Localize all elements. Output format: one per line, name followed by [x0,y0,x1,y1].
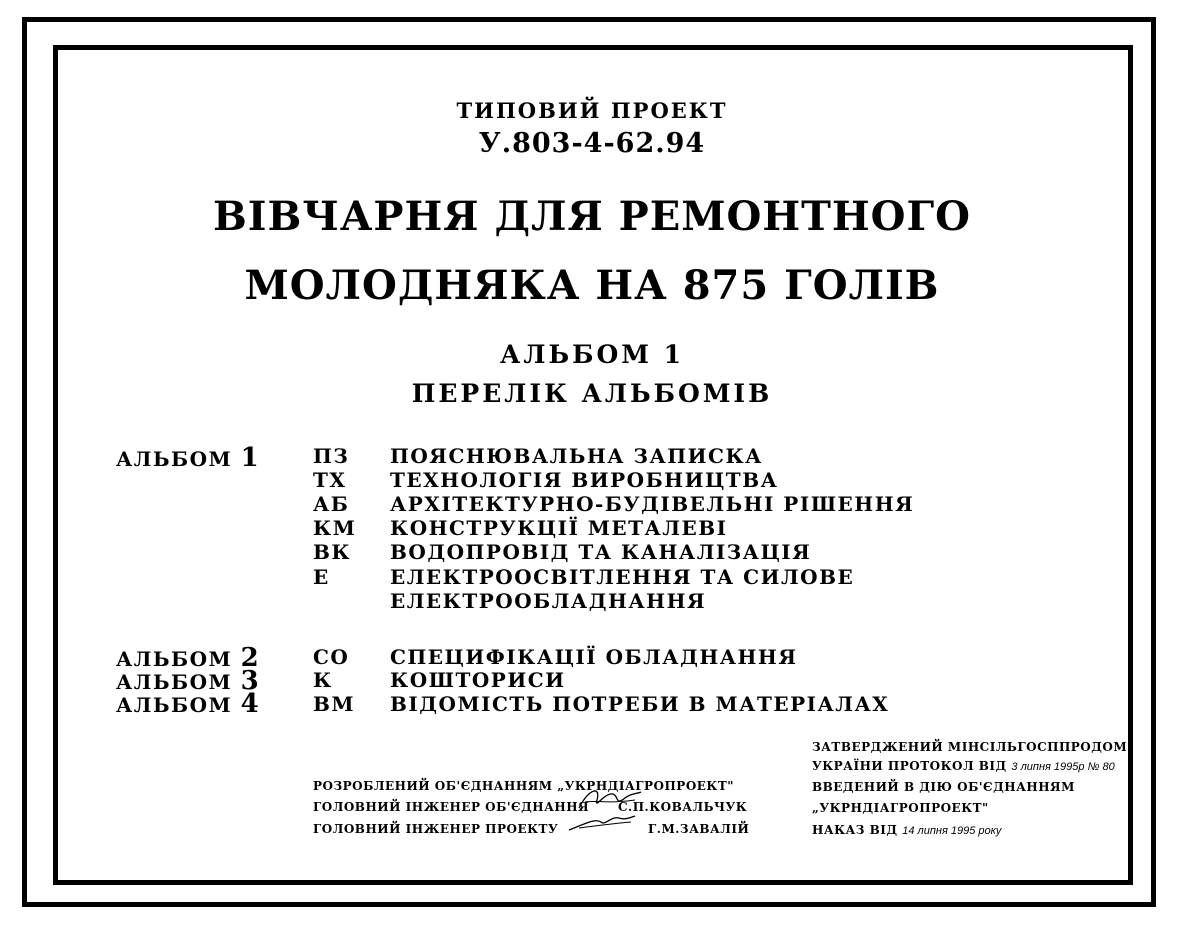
album-label: АЛЬБОМ 1 [116,443,261,473]
chief-engineer-org-name: С.П.КОВАЛЬЧУК [618,800,748,814]
album-list-heading: ПЕРЕЛІК АЛЬБОМІВ [411,379,773,408]
approval-line: „УКРНДІАГРОПРОЕКТ" [812,801,989,815]
section-name: КОНСТРУКЦІЇ МЕТАЛЕВІ [390,516,728,540]
developer-line: РОЗРОБЛЕНИЙ ОБ'ЄДНАННЯМ „УКРНДІАГРОПРОЕКТ" [313,779,735,793]
album-label: АЛЬБОМ 2 [116,643,261,673]
chief-engineer-project-name: Г.М.ЗАВАЛІЙ [648,822,750,836]
chief-engineer-project: ГОЛОВНИЙ ІНЖЕНЕР ПРОЕКТУ [313,822,559,836]
section-code: СО [313,645,350,669]
title-line-1: ВІВЧАРНЯ ДЛЯ РЕМОНТНОГО [213,193,971,240]
signature-zavaliy-icon [565,812,637,834]
section-name: СПЕЦИФІКАЦІЇ ОБЛАДНАННЯ [390,645,798,669]
album-heading: АЛЬБОМ 1 [499,340,684,369]
album-label: АЛЬБОМ 3 [116,666,261,696]
section-name: АРХІТЕКТУРНО-БУДІВЕЛЬНІ РІШЕННЯ [390,492,915,516]
section-name: ВІДОМІСТЬ ПОТРЕБИ В МАТЕРІАЛАХ [390,692,890,716]
title-line-2: МОЛОДНЯКА НА 875 ГОЛІВ [244,262,940,309]
section-name-continued: ЕЛЕКТРООБЛАДНАННЯ [390,589,707,613]
section-code: ТХ [313,468,347,492]
album-label: АЛЬБОМ 4 [116,689,261,719]
signature-kovalchuk-icon [575,782,645,816]
handwritten-order-date: 14 липня 1995 року [902,825,1002,837]
section-code: ВК [313,540,352,564]
section-code: ВМ [313,692,356,716]
approval-line: НАКАЗ ВІД 14 липня 1995 року [812,823,1002,837]
handwritten-protocol-date: 3 липня 1995р № 80 [1011,761,1115,773]
section-code: Е [313,565,330,589]
section-name: ПОЯСНЮВАЛЬНА ЗАПИСКА [390,444,763,468]
chief-engineer-org: ГОЛОВНИЙ ІНЖЕНЕР ОБ'ЄДНАННЯ [313,800,590,814]
approval-line: ЗАТВЕРДЖЕНИЙ МІНСІЛЬГОСППРОДОМ [812,740,1128,754]
section-code: КМ [313,516,357,540]
approval-line: ВВЕДЕНИЙ В ДІЮ ОБ'ЄДНАННЯМ [812,780,1075,794]
section-name: КОШТОРИСИ [390,668,566,692]
section-code: К [313,668,333,692]
section-name: ТЕХНОЛОГІЯ ВИРОБНИЦТВА [390,468,779,492]
section-code: АБ [313,492,350,516]
project-number: У.803-4-62.94 [478,128,706,159]
project-type: ТИПОВИЙ ПРОЕКТ [456,98,728,123]
approval-line: УКРАЇНИ ПРОТОКОЛ ВІД 3 липня 1995р № 80 [812,759,1115,773]
section-name: ЕЛЕКТРООСВІТЛЕННЯ ТА СИЛОВЕ [390,565,855,589]
section-code: ПЗ [313,444,350,468]
section-name: ВОДОПРОВІД ТА КАНАЛІЗАЦІЯ [390,540,812,564]
